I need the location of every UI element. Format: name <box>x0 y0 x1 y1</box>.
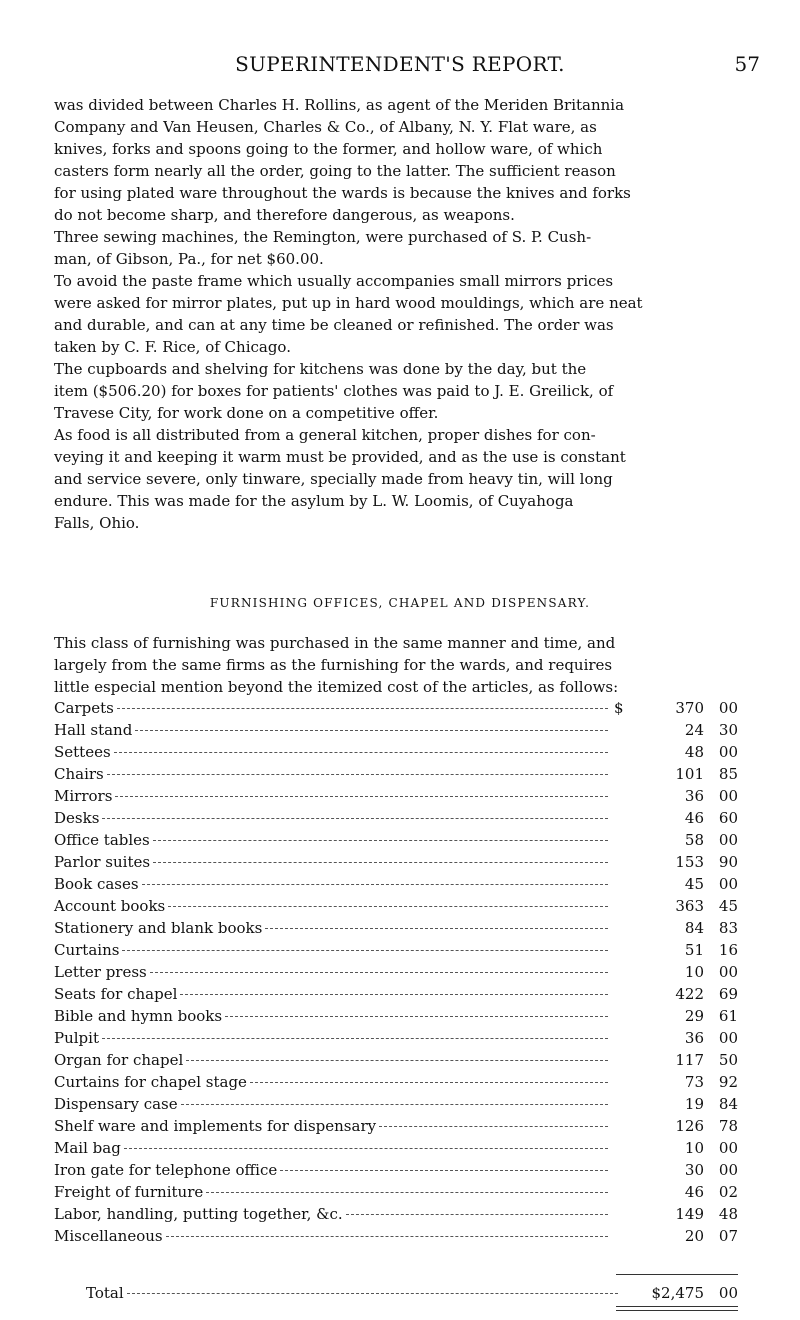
dot-leader <box>102 817 608 819</box>
cost-item-dollars: 422 <box>675 985 704 1003</box>
cost-item-row <box>54 763 738 785</box>
cost-item-label: Parlor suites <box>54 853 151 871</box>
cost-item-cents: 48 <box>718 1205 738 1223</box>
cost-item-label: Organ for chapel <box>54 1051 184 1069</box>
cost-item-row <box>54 1115 738 1137</box>
running-head: SUPERINTENDENT'S REPORT. <box>235 52 565 76</box>
cost-item-cents: 00 <box>718 743 738 761</box>
cost-item-cents: 00 <box>718 1139 738 1157</box>
body-line: endure. This was made for the asylum by L. W. Loomis, of Cuyahoga <box>54 492 574 510</box>
body-line: taken by C. F. Rice, of Chicago. <box>54 338 291 356</box>
dot-leader <box>265 927 608 929</box>
cost-item-row <box>54 939 738 961</box>
cost-item-label: Seats for chapel <box>54 985 178 1003</box>
cost-item-cents: 07 <box>718 1227 738 1245</box>
cost-item-label: Office tables <box>54 831 150 849</box>
cost-item-label: Dispensary case <box>54 1095 178 1113</box>
total-double-rule-lower <box>616 1310 738 1311</box>
cost-item-label: Shelf ware and implements for dispensary <box>54 1117 377 1135</box>
cost-item-row <box>54 983 738 1005</box>
cost-item-row <box>54 1225 738 1247</box>
section-heading: FURNISHING OFFICES, CHAPEL AND DISPENSARY. <box>209 596 591 610</box>
cost-item-label: Mirrors <box>54 787 113 805</box>
cost-item-cents: 60 <box>718 809 738 827</box>
body-line: and durable, and can at any time be cleaned or refinished. The order was <box>54 316 614 334</box>
cost-item-cents: 00 <box>718 1029 738 1047</box>
cost-item-dollars: 36 <box>684 1029 704 1047</box>
dot-leader <box>280 1169 608 1171</box>
cost-item-dollars: 36 <box>684 787 704 805</box>
cost-item-label: Account books <box>54 897 166 915</box>
intro-line: largely from the same firms as the furnishing for the wards, and requires <box>54 656 613 674</box>
body-line: knives, forks and spoons going to the former, and hollow ware, of which <box>54 140 603 158</box>
cost-item-cents: 78 <box>718 1117 738 1135</box>
body-line: item ($506.20) for boxes for patients' clothes was paid to J. E. Greilick, of <box>54 382 614 400</box>
dot-leader <box>168 905 608 907</box>
cost-item-cents: 50 <box>718 1051 738 1069</box>
cost-item-dollars: 45 <box>684 875 704 893</box>
cost-item-dollars: 10 <box>684 1139 704 1157</box>
cost-item-label: Freight of furniture <box>54 1183 204 1201</box>
dot-leader <box>142 883 608 885</box>
body-line: were asked for mirror plates, put up in hard wood mouldings, which are neat <box>54 294 643 312</box>
body-text <box>54 94 754 534</box>
intro-paragraph <box>54 632 754 698</box>
cost-item-cents: 69 <box>718 985 738 1003</box>
cost-item-dollars: 24 <box>684 721 704 739</box>
cost-item-cents: 00 <box>718 1161 738 1179</box>
body-line: veying it and keeping it warm must be provided, and as the use is constant <box>54 448 626 466</box>
dot-leader <box>102 1037 608 1039</box>
cost-item-dollars: 51 <box>684 941 704 959</box>
intro-line: This class of furnishing was purchased in the same manner and time, and <box>54 634 616 652</box>
currency-symbol: $ <box>614 699 624 717</box>
cost-item-dollars: 58 <box>684 831 704 849</box>
body-line: The cupboards and shelving for kitchens was done by the day, but the <box>54 360 587 378</box>
dot-leader <box>117 707 608 709</box>
cost-item-dollars: 20 <box>684 1227 704 1245</box>
cost-item-row <box>54 1049 738 1071</box>
dot-leader <box>114 751 608 753</box>
dot-leader <box>153 861 608 863</box>
cost-item-label: Miscellaneous <box>54 1227 163 1245</box>
cost-item-cents: 61 <box>718 1007 738 1025</box>
body-line: casters form nearly all the order, going to the latter. The sufficient reason <box>54 162 616 180</box>
cost-item-dollars: 117 <box>675 1051 704 1069</box>
page-header <box>40 52 760 82</box>
total-leader <box>127 1292 618 1294</box>
sum-rule <box>616 1274 738 1275</box>
cost-item-dollars: 46 <box>684 1183 704 1201</box>
cost-item-cents: 16 <box>718 941 738 959</box>
cost-item-row <box>54 807 738 829</box>
cost-item-label: Curtains for chapel stage <box>54 1073 247 1091</box>
cost-item-dollars: 84 <box>684 919 704 937</box>
dot-leader <box>180 993 608 995</box>
dot-leader <box>166 1235 608 1237</box>
cost-item-cents: 83 <box>718 919 738 937</box>
cost-item-label: Labor, handling, putting together, &c. <box>54 1205 343 1223</box>
cost-item-cents: 90 <box>718 853 738 871</box>
body-line: Company and Van Heusen, Charles & Co., of Albany, N. Y. Flat ware, as <box>54 118 597 136</box>
cost-item-cents: 30 <box>718 721 738 739</box>
dot-leader <box>153 839 608 841</box>
cost-item-label: Carpets <box>54 699 114 717</box>
cost-item-dollars: 73 <box>684 1073 704 1091</box>
cost-item-row <box>54 829 738 851</box>
dot-leader <box>346 1213 608 1215</box>
dot-leader <box>250 1081 608 1083</box>
cost-item-row <box>54 895 738 917</box>
dot-leader <box>124 1147 608 1149</box>
dot-leader <box>122 949 608 951</box>
body-line: Three sewing machines, the Remington, were purchased of S. P. Cush- <box>54 228 592 246</box>
dot-leader <box>115 795 608 797</box>
cost-item-row <box>54 741 738 763</box>
cost-item-dollars: 101 <box>675 765 704 783</box>
body-line: do not become sharp, and therefore dangerous, as weapons. <box>54 206 515 224</box>
dot-leader <box>206 1191 608 1193</box>
cost-item-dollars: 10 <box>684 963 704 981</box>
cost-item-row <box>54 851 738 873</box>
cost-item-dollars: 363 <box>675 897 704 915</box>
body-line: Travese City, for work done on a competitive offer. <box>54 404 439 422</box>
body-line: To avoid the paste frame which usually accompanies small mirrors prices <box>54 272 614 290</box>
cost-item-label: Bible and hymn books <box>54 1007 223 1025</box>
cost-item-row <box>54 1137 738 1159</box>
cost-item-row <box>54 697 738 719</box>
cost-item-cents: 00 <box>718 699 738 717</box>
cost-item-cents: 00 <box>718 787 738 805</box>
cost-item-row <box>54 785 738 807</box>
cost-item-dollars: 153 <box>675 853 704 871</box>
cost-item-dollars: 29 <box>684 1007 704 1025</box>
cost-item-label: Stationery and blank books <box>54 919 263 937</box>
dot-leader <box>150 971 608 973</box>
body-line: Falls, Ohio. <box>54 514 140 532</box>
cost-item-row <box>54 917 738 939</box>
cost-item-dollars: 19 <box>684 1095 704 1113</box>
cost-item-cents: 84 <box>718 1095 738 1113</box>
cost-item-row <box>54 1005 738 1027</box>
cost-item-label: Hall stand <box>54 721 133 739</box>
page-number: 57 <box>734 52 760 76</box>
body-line: was divided between Charles H. Rollins, as agent of the Meriden Britannia <box>54 96 625 114</box>
cost-item-label: Pulpit <box>54 1029 99 1047</box>
total-row <box>86 1284 738 1302</box>
cost-item-dollars: 46 <box>684 809 704 827</box>
dot-leader <box>181 1103 608 1105</box>
dot-leader <box>135 729 608 731</box>
cost-item-row <box>54 961 738 983</box>
cost-item-label: Desks <box>54 809 100 827</box>
cost-item-label: Iron gate for telephone office <box>54 1161 278 1179</box>
cost-item-dollars: 30 <box>684 1161 704 1179</box>
total-cents: 00 <box>718 1284 738 1302</box>
dot-leader <box>107 773 608 775</box>
dot-leader <box>225 1015 608 1017</box>
cost-item-label: Mail bag <box>54 1139 121 1157</box>
cost-item-row <box>54 1203 738 1225</box>
cost-item-cents: 45 <box>718 897 738 915</box>
cost-item-row <box>54 719 738 741</box>
dot-leader <box>186 1059 608 1061</box>
cost-item-row <box>54 1027 738 1049</box>
cost-item-cents: 00 <box>718 831 738 849</box>
dot-leader <box>379 1125 608 1127</box>
cost-item-dollars: 370 <box>675 699 704 717</box>
cost-item-label: Chairs <box>54 765 104 783</box>
body-line: man, of Gibson, Pa., for net $60.00. <box>54 250 324 268</box>
cost-item-dollars: 149 <box>675 1205 704 1223</box>
body-line: for using plated ware throughout the wards is because the knives and forks <box>54 184 631 202</box>
cost-item-label: Book cases <box>54 875 139 893</box>
cost-item-label: Settees <box>54 743 111 761</box>
cost-item-row <box>54 1093 738 1115</box>
cost-item-dollars: 126 <box>675 1117 704 1135</box>
cost-item-cents: 00 <box>718 875 738 893</box>
itemized-cost-list <box>54 697 738 1247</box>
total-double-rule-upper <box>616 1306 738 1307</box>
cost-item-cents: 85 <box>718 765 738 783</box>
cost-item-row <box>54 1159 738 1181</box>
cost-item-cents: 02 <box>718 1183 738 1201</box>
cost-item-dollars: 48 <box>684 743 704 761</box>
cost-item-row <box>54 1181 738 1203</box>
body-line: As food is all distributed from a general kitchen, proper dishes for con- <box>54 426 596 444</box>
total-label: Total <box>86 1284 124 1302</box>
cost-item-label: Curtains <box>54 941 120 959</box>
intro-line: little especial mention beyond the itemized cost of the articles, as follows: <box>54 678 619 696</box>
cost-item-cents: 00 <box>718 963 738 981</box>
body-line: and service severe, only tinware, specially made from heavy tin, will long <box>54 470 613 488</box>
cost-item-row <box>54 1071 738 1093</box>
cost-item-row <box>54 873 738 895</box>
cost-item-cents: 92 <box>718 1073 738 1091</box>
cost-item-label: Letter press <box>54 963 147 981</box>
total-amount: $2,475 <box>651 1284 704 1302</box>
